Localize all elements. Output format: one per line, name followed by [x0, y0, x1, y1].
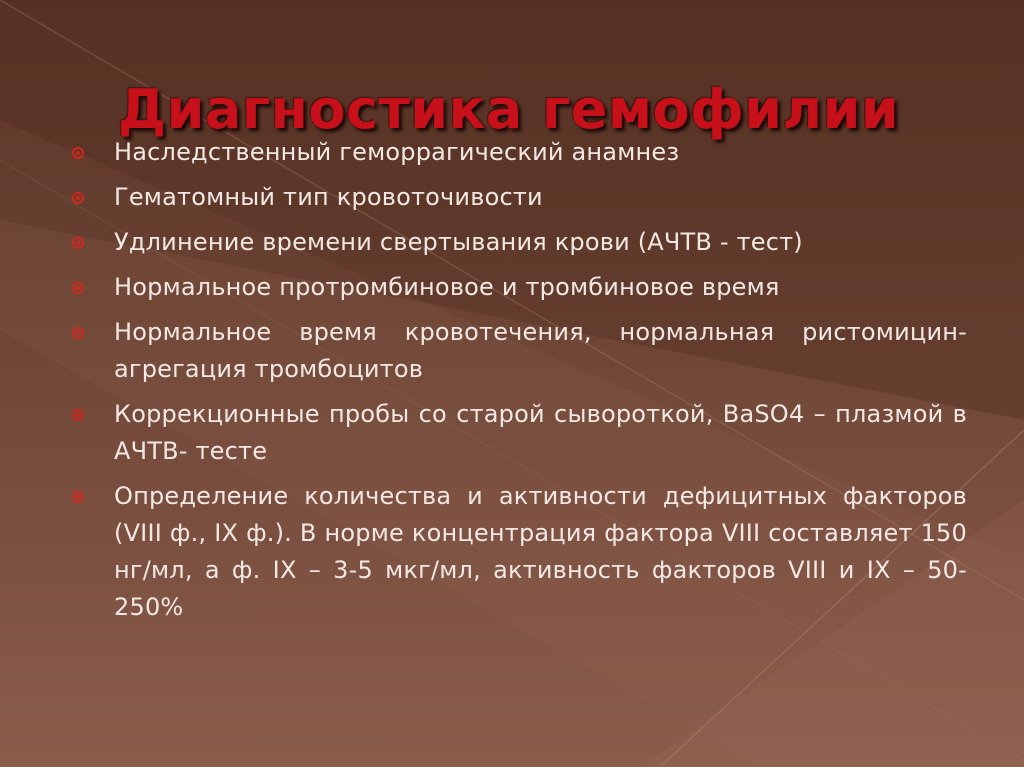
bullet-item — [72, 224, 967, 261]
circle-dot-icon — [72, 409, 84, 421]
bullet-item — [72, 314, 967, 388]
bullet-text: Нормальное протромбиновое и тромбиновое время — [114, 273, 780, 301]
bullet-item — [72, 179, 967, 216]
bullet-text: Гематомный тип кровоточивости — [114, 183, 543, 211]
bullet-text: Наследственный геморрагический анамнез — [114, 138, 680, 166]
bullet-item — [72, 269, 967, 306]
circle-dot-icon — [72, 327, 84, 339]
bullet-item — [72, 396, 967, 470]
circle-dot-icon — [72, 192, 84, 204]
circle-dot-icon — [72, 147, 84, 159]
circle-dot-icon — [72, 282, 84, 294]
bullet-item — [72, 134, 967, 171]
slide-title: Диагностика гемофилии — [118, 78, 900, 141]
bullet-text: Удлинение времени свертывания крови (АЧТВ - тест) — [114, 228, 803, 256]
bullet-text: Определение количества и активности дефицитных факторов (VIII ф., IX ф.). В норме концентрация фактора VIII составляет 150 нг/мл, а ф. IX – 3-5 мкг/мл, активность факторов VIII и IX – 50-250% — [114, 482, 967, 621]
bullet-text: Нормальное время кровотечения, нормальная ристомицин-агрегация тромбоцитов — [114, 318, 967, 383]
bullet-item — [72, 478, 967, 626]
circle-dot-icon — [72, 491, 84, 503]
bullet-list — [72, 134, 967, 634]
circle-dot-icon — [72, 237, 84, 249]
bullet-text: Коррекционные пробы со старой сывороткой, BaSO4 – плазмой в АЧТВ- тесте — [114, 400, 967, 465]
